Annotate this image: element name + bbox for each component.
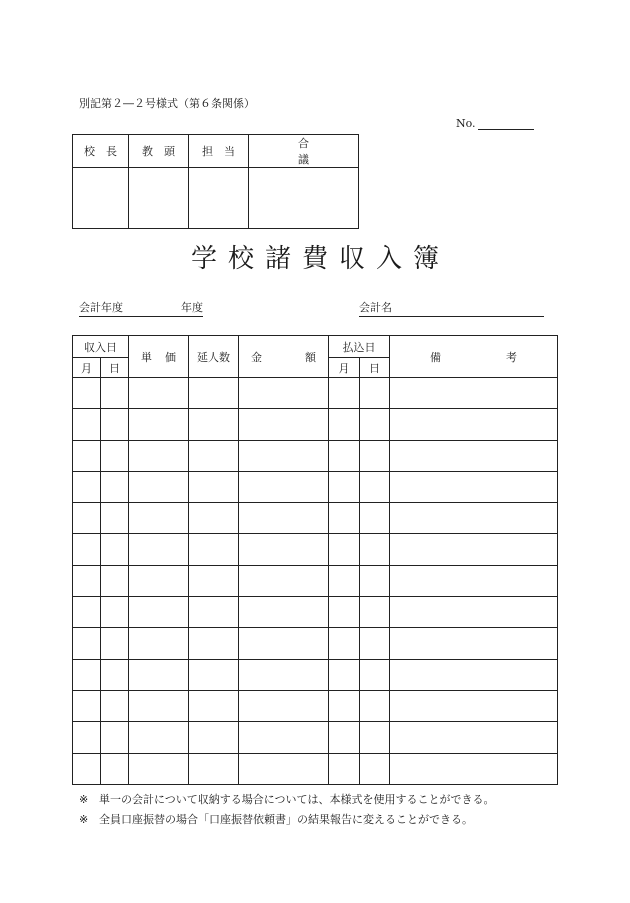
document-number-input-line[interactable]	[478, 118, 534, 130]
unit-price-cell[interactable]	[129, 628, 189, 659]
unit-price-cell[interactable]	[129, 409, 189, 440]
deposit-day-cell[interactable]	[360, 440, 390, 471]
unit-price-cell[interactable]	[129, 565, 189, 596]
unit-price-cell[interactable]	[129, 534, 189, 565]
income-month-cell[interactable]	[73, 597, 101, 628]
income-day-cell[interactable]	[101, 534, 129, 565]
persons-cell[interactable]	[189, 659, 239, 690]
unit-price-cell[interactable]	[129, 597, 189, 628]
income-day-cell[interactable]	[101, 565, 129, 596]
approval-council-box[interactable]	[249, 168, 359, 229]
deposit-month-cell[interactable]	[329, 690, 360, 721]
persons-cell[interactable]	[189, 471, 239, 502]
approval-principal-box[interactable]	[73, 168, 129, 229]
income-day-cell[interactable]	[101, 440, 129, 471]
persons-cell[interactable]	[189, 440, 239, 471]
amount-cell[interactable]	[239, 471, 329, 502]
amount-cell[interactable]	[239, 409, 329, 440]
note-item: ※ 単一の会計について収納する場合については、本様式を使用することができる。	[79, 793, 495, 806]
unit-price-cell[interactable]	[129, 378, 189, 409]
deposit-day-cell[interactable]	[360, 534, 390, 565]
fiscal-year-label: 会計年度	[79, 299, 123, 317]
income-day-header: 日	[101, 358, 129, 378]
income-month-cell[interactable]	[73, 440, 101, 471]
income-month-cell[interactable]	[73, 565, 101, 596]
table-row	[73, 471, 558, 502]
account-name-field	[359, 299, 544, 317]
deposit-day-cell[interactable]	[360, 722, 390, 753]
income-month-cell[interactable]	[73, 503, 101, 534]
deposit-month-cell[interactable]	[329, 534, 360, 565]
unit-price-header: 単 価	[129, 336, 189, 378]
persons-cell[interactable]	[189, 722, 239, 753]
approval-principal-header: 校 長	[73, 135, 129, 168]
deposit-day-cell[interactable]	[360, 378, 390, 409]
unit-price-cell[interactable]	[129, 440, 189, 471]
remarks-cell[interactable]	[390, 378, 558, 409]
amount-cell[interactable]	[239, 690, 329, 721]
unit-price-cell[interactable]	[129, 690, 189, 721]
deposit-day-cell[interactable]	[360, 503, 390, 534]
deposit-month-cell[interactable]	[329, 409, 360, 440]
approval-in-charge-header: 担 当	[189, 135, 249, 168]
table-row	[73, 722, 558, 753]
deposit-day-cell[interactable]	[360, 565, 390, 596]
deposit-month-cell[interactable]	[329, 628, 360, 659]
table-row	[73, 503, 558, 534]
deposit-day-cell[interactable]	[360, 753, 390, 784]
fiscal-year-input[interactable]	[123, 299, 181, 317]
unit-price-cell[interactable]	[129, 659, 189, 690]
remarks-cell[interactable]	[390, 471, 558, 502]
amount-cell[interactable]	[239, 534, 329, 565]
income-month-cell[interactable]	[73, 378, 101, 409]
persons-cell[interactable]	[189, 597, 239, 628]
income-day-cell[interactable]	[101, 659, 129, 690]
table-row	[73, 753, 558, 784]
persons-cell[interactable]	[189, 753, 239, 784]
note-item: ※ 全員口座振替の場合「口座振替依頼書」の結果報告に変えることができる。	[79, 813, 473, 826]
fiscal-year-suffix: 年度	[181, 299, 203, 317]
amount-cell[interactable]	[239, 503, 329, 534]
notes	[79, 790, 495, 830]
unit-price-cell[interactable]	[129, 471, 189, 502]
amount-cell[interactable]	[239, 565, 329, 596]
income-month-cell[interactable]	[73, 628, 101, 659]
unit-price-cell[interactable]	[129, 753, 189, 784]
deposit-month-cell[interactable]	[329, 753, 360, 784]
table-row	[73, 534, 558, 565]
deposit-month-cell[interactable]	[329, 565, 360, 596]
deposit-day-cell[interactable]	[360, 690, 390, 721]
persons-cell[interactable]	[189, 378, 239, 409]
amount-cell[interactable]	[239, 440, 329, 471]
remarks-cell[interactable]	[390, 503, 558, 534]
income-month-cell[interactable]	[73, 471, 101, 502]
deposit-month-header: 月	[329, 358, 360, 378]
persons-cell[interactable]	[189, 628, 239, 659]
approval-council-header: 合 議	[249, 135, 359, 168]
remarks-header: 備 考	[390, 336, 558, 378]
table-row	[73, 378, 558, 409]
amount-cell[interactable]	[239, 597, 329, 628]
income-day-cell[interactable]	[101, 628, 129, 659]
income-date-header: 収入日	[73, 336, 129, 358]
amount-header: 金 額	[239, 336, 329, 378]
table-row	[73, 565, 558, 596]
remarks-cell[interactable]	[390, 409, 558, 440]
unit-price-cell[interactable]	[129, 722, 189, 753]
amount-cell[interactable]	[239, 722, 329, 753]
document-number-field	[456, 117, 534, 130]
form-reference: 別記第２―２号様式（第６条関係）	[79, 97, 255, 110]
deposit-day-cell[interactable]	[360, 659, 390, 690]
table-row	[73, 440, 558, 471]
deposit-month-cell[interactable]	[329, 659, 360, 690]
persons-cell[interactable]	[189, 565, 239, 596]
remarks-cell[interactable]	[390, 659, 558, 690]
deposit-day-cell[interactable]	[360, 597, 390, 628]
remarks-cell[interactable]	[390, 565, 558, 596]
income-day-cell[interactable]	[101, 471, 129, 502]
deposit-month-cell[interactable]	[329, 471, 360, 502]
income-day-cell[interactable]	[101, 690, 129, 721]
remarks-cell[interactable]	[390, 753, 558, 784]
deposit-month-cell[interactable]	[329, 503, 360, 534]
persons-cell[interactable]	[189, 503, 239, 534]
approval-vice-principal-box[interactable]	[129, 168, 189, 229]
account-name-input[interactable]	[392, 299, 544, 317]
document-number-label: No.	[456, 117, 476, 130]
amount-cell[interactable]	[239, 628, 329, 659]
income-month-cell[interactable]	[73, 534, 101, 565]
deposit-month-cell[interactable]	[329, 378, 360, 409]
remarks-cell[interactable]	[390, 628, 558, 659]
income-day-cell[interactable]	[101, 597, 129, 628]
deposit-month-cell[interactable]	[329, 597, 360, 628]
income-day-cell[interactable]	[101, 753, 129, 784]
income-day-cell[interactable]	[101, 503, 129, 534]
approval-in-charge-box[interactable]	[189, 168, 249, 229]
page-title: 学校諸費収入簿	[190, 244, 450, 274]
income-month-cell[interactable]	[73, 722, 101, 753]
deposit-day-cell[interactable]	[360, 628, 390, 659]
remarks-cell[interactable]	[390, 722, 558, 753]
account-name-label: 会計名	[359, 299, 392, 317]
fiscal-year-field	[79, 299, 203, 317]
deposit-day-cell[interactable]	[360, 471, 390, 502]
remarks-cell[interactable]	[390, 440, 558, 471]
table-row	[73, 628, 558, 659]
approval-stamp-table	[72, 134, 376, 229]
amount-cell[interactable]	[239, 378, 329, 409]
income-day-cell[interactable]	[101, 722, 129, 753]
approval-vice-principal-header: 教 頭	[129, 135, 189, 168]
remarks-cell[interactable]	[390, 690, 558, 721]
persons-header: 延人数	[189, 336, 239, 378]
remarks-cell[interactable]	[390, 534, 558, 565]
deposit-date-header: 払込日	[329, 336, 390, 358]
income-month-header: 月	[73, 358, 101, 378]
table-row	[73, 597, 558, 628]
amount-cell[interactable]	[239, 753, 329, 784]
table-row	[73, 690, 558, 721]
income-month-cell[interactable]	[73, 690, 101, 721]
amount-cell[interactable]	[239, 659, 329, 690]
unit-price-cell[interactable]	[129, 503, 189, 534]
income-month-cell[interactable]	[73, 659, 101, 690]
persons-cell[interactable]	[189, 409, 239, 440]
deposit-month-cell[interactable]	[329, 440, 360, 471]
persons-cell[interactable]	[189, 534, 239, 565]
deposit-month-cell[interactable]	[329, 722, 360, 753]
income-month-cell[interactable]	[73, 753, 101, 784]
deposit-day-cell[interactable]	[360, 409, 390, 440]
income-day-cell[interactable]	[101, 409, 129, 440]
remarks-cell[interactable]	[390, 597, 558, 628]
persons-cell[interactable]	[189, 690, 239, 721]
deposit-day-header: 日	[360, 358, 390, 378]
table-row	[73, 659, 558, 690]
income-month-cell[interactable]	[73, 409, 101, 440]
income-day-cell[interactable]	[101, 378, 129, 409]
table-row	[73, 409, 558, 440]
income-ledger-table	[72, 335, 558, 785]
